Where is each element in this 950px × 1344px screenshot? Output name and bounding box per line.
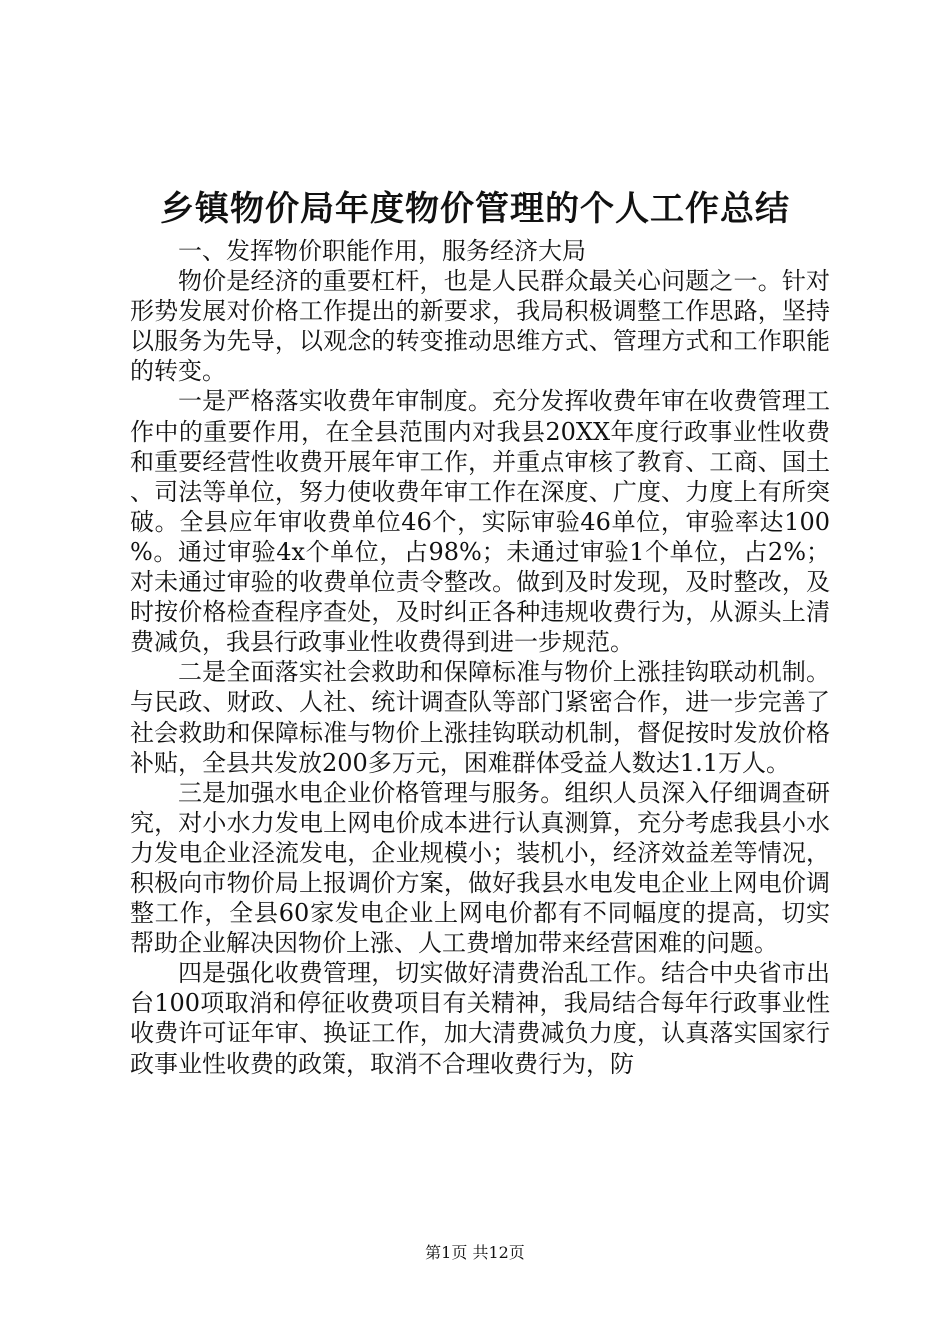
- document-body: [130, 236, 830, 1079]
- document-title: 乡镇物价局年度物价管理的个人工作总结: [160, 189, 790, 229]
- paragraph-fee-audit: 一是严格落实收费年审制度。充分发挥收费年审在收费管理工作中的重要作用，在全县范围内对我县20XX年度行政事业性收费和重要经营性收费开展年审工作，并重点审核了教育、工商、国土、司法等单位，努力使收费年审工作在深度、广度、力度上有所突破。全县应年审收费单位46个，实际审验46单位，审验率达100%。通过审验4x个单位，占98%；未通过审验1个单位，占2%；对未通过审验的收费单位责令整改。做到及时发现，及时整改，及时按价格检查程序查处，及时纠正各种违规收费行为，从源头上清费减负，我县行政事业性收费得到进一步规范。: [130, 387, 830, 657]
- page-number: 第1页 共12页: [425, 1243, 525, 1262]
- section-heading: 一、发挥物价职能作用，服务经济大局: [178, 237, 586, 265]
- paragraph-fee-management: 四是强化收费管理，切实做好清费治乱工作。结合中央省市出台100项取消和停征收费项目有关精神，我局结合每年行政事业性收费许可证年审、换证工作，加大清费减负力度，认真落实国家行政事业性收费的政策，取消不合理收费行为，防: [130, 959, 830, 1078]
- paragraph-intro: 物价是经济的重要杠杆，也是人民群众最关心问题之一。针对形势发展对价格工作提出的新要求，我局积极调整工作思路，坚持以服务为先导，以观念的转变推动思维方式、管理方式和工作职能的转变。: [130, 267, 830, 386]
- paragraph-hydropower: 三是加强水电企业价格管理与服务。组织人员深入仔细调查研究，对小水力发电上网电价成本进行认真测算，充分考虑我县小水力发电企业泾流发电，企业规模小；装机小，经济效益差等情况，积极向市物价局上报调价方案，做好我县水电发电企业上网电价调整工作，全县60家发电企业上网电价都有不同幅度的提高，切实帮助企业解决因物价上涨、人工费增加带来经营困难的问题。: [130, 778, 830, 958]
- paragraph-social-assistance: 二是全面落实社会救助和保障标准与物价上涨挂钩联动机制。与民政、财政、人社、统计调查队等部门紧密合作，进一步完善了社会救助和保障标准与物价上涨挂钩联动机制，督促按时发放价格补贴，全县共发放200多万元，困难群体受益人数达1.1万人。: [130, 658, 830, 777]
